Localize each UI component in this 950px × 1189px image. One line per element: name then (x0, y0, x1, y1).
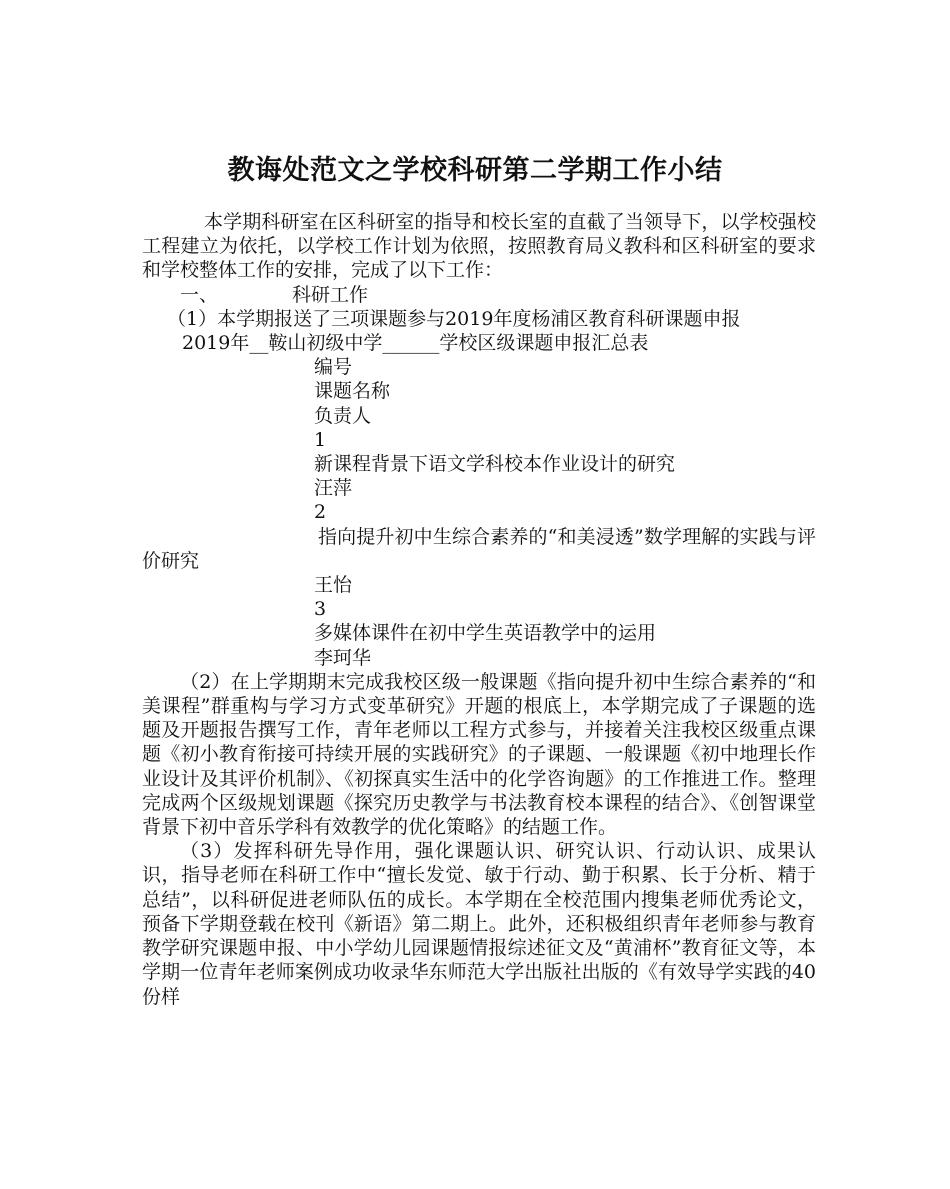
table-row-2-owner: 王怡 (314, 574, 353, 597)
table-row-2-number: 2 (314, 501, 327, 524)
item-1-paragraph: （1）本学期报送了三项课题参与2019年度杨浦区教育科研课题申报 (167, 307, 741, 330)
table-header-number: 编号 (314, 356, 353, 379)
section-heading (142, 283, 816, 307)
intro-paragraph: 本学期科研室在区科研室的指导和校长室的直截了当领导下，以学校强校工程建立为依托，以学校工作计划为依照，按照教育局义教科和区科研室的要求和学校整体工作的安排，完成了以下工作： (142, 211, 816, 282)
table-row-3-owner: 李珂华 (314, 646, 372, 669)
section-label: 科研工作 (292, 283, 369, 306)
table-row-2-topic: 指向提升初中生综合素养的“和美浸透”数学理解的实践与评价研究 (142, 525, 816, 572)
table-row-3-topic: 多媒体课件在初中学生英语教学中的运用 (314, 622, 657, 645)
table-title: 2019年__鞍山初级中学______学校区级课题申报汇总表 (182, 332, 649, 355)
table-row-3-number: 3 (314, 598, 327, 621)
item-2-paragraph: （2）在上学期期末完成我校区级一般课题《指向提升初中生综合素养的“和美课程”群重构与学习方式变革研究》开题的根底上，本学期完成了子课题的选题及开题报告撰写工作，青年老师以工程方式参与，并接着关注我校区级重点课题《初小教育衔接可持续开展的实践研究》的子课题、一般课题《初中地理长作业设计及其评价机制》、《初探真实生活中的化学咨询题》的工作推进工作。整理完成两个区级规划课题《探究历史教学与书法教育校本课程的结合》、《创智课堂背景下初中音乐学科有效教学的优化策略》的结题工作。 (142, 670, 816, 839)
document-title: 教诲处范文之学校科研第二学期工作小结 (227, 155, 723, 187)
table-row-1-number: 1 (314, 428, 327, 451)
table-row-1-owner: 汪萍 (314, 477, 353, 500)
document-body (142, 210, 816, 1009)
table-row-1-topic: 新课程背景下语文学科校本作业设计的研究 (314, 453, 676, 476)
table-header-owner: 负责人 (314, 404, 372, 427)
section-number: 一、 (180, 283, 219, 306)
table-header-topic: 课题名称 (314, 380, 391, 403)
item-3-paragraph: （3）发挥科研先导作用，强化课题认识、研究认识、行动认识、成果认识，指导老师在科研工作中“擅长发觉、敏于行动、勤于积累、长于分析、精于总结”，以科研促进老师队伍的成长。本学期在全校范围内搜集老师优秀论文，预备下学期登载在校刊《新语》第二期上。此外，还积极组织青年老师参与教育教学研究课题申报、中小学幼儿园课题情报综述征文及“黄浦杯”教育征文等，本学期一位青年老师案例成功收录华东师范大学出版社出版的《有效导学实践的40份样 (142, 840, 816, 1008)
